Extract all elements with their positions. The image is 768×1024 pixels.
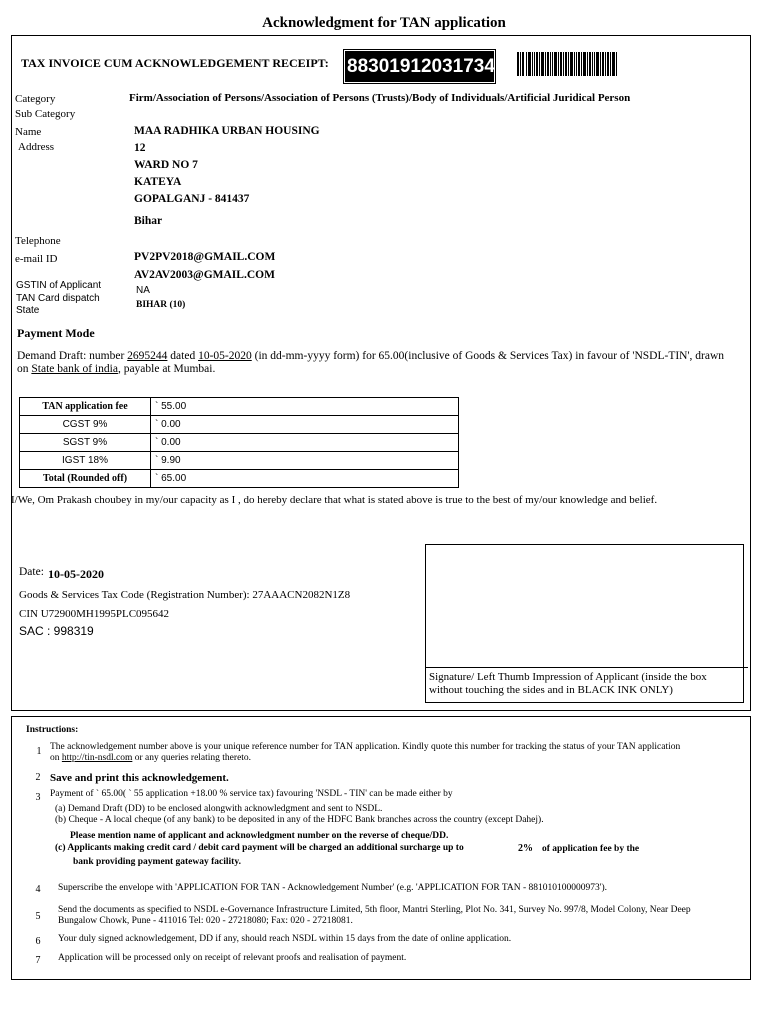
signature-caption-2: without touching the sides and in BLACK INK ONLY) xyxy=(429,684,673,696)
fee-value: ` 0.00 xyxy=(151,434,459,452)
page-title: Acknowledgment for TAN application xyxy=(262,15,506,31)
date-value: 10-05-2020 xyxy=(48,567,104,581)
gstin-label: GSTIN of Applicant xyxy=(16,280,102,291)
fee-label: Total (Rounded off) xyxy=(20,470,151,488)
category-label: Category xyxy=(15,93,56,105)
instruction-number: 2 xyxy=(35,772,41,783)
table-row xyxy=(20,470,459,488)
instruction-5-line-2: Bungalow Chowk, Pune - 411016 Tel: 020 - 27218080; Fax: 020 - 27218081. xyxy=(58,916,353,926)
address-line-3: KATEYA xyxy=(134,176,182,188)
instruction-3c-tail: of application fee by the xyxy=(542,844,640,854)
barcode-image xyxy=(517,52,617,76)
fee-value: ` 0.00 xyxy=(151,416,459,434)
instruction-number: 4 xyxy=(35,884,41,895)
address-line-1: 12 xyxy=(134,142,146,154)
address-line-2: WARD NO 7 xyxy=(134,159,198,171)
instruction-3b: (b) Cheque - A local cheque (of any bank) to be deposited in any of the HDFC Bank branches across the country (except Dahej). xyxy=(55,815,544,825)
dd-suffix: , payable at Mumbai. xyxy=(117,363,216,375)
name-value: MAA RADHIKA URBAN HOUSING xyxy=(134,125,320,137)
cin-number: CIN U72900MH1995PLC095642 xyxy=(19,608,170,620)
address-line-4: GOPALGANJ - 841437 xyxy=(134,193,250,205)
name-label: Name xyxy=(15,126,42,138)
acknowledgement-number: 88301912031734 xyxy=(345,51,494,82)
gstin-value: NA xyxy=(136,285,150,296)
dispatch-label-2: State xyxy=(16,305,40,316)
instruction-2: Save and print this acknowledgement. xyxy=(50,772,229,784)
nsdl-link[interactable]: http://tin-nsdl.com xyxy=(61,753,133,763)
instruction-3-note: Please mention name of applicant and acknowledgment number on the reverse of cheque/DD. xyxy=(70,831,449,841)
subcategory-label: Sub Category xyxy=(15,108,76,120)
dd-prefix: Demand Draft: number xyxy=(17,350,128,362)
sac-code: SAC : 998319 xyxy=(19,624,94,638)
fee-table xyxy=(19,397,459,488)
receipt-heading: TAX INVOICE CUM ACKNOWLEDGEMENT RECEIPT: xyxy=(21,56,329,70)
fee-value: ` 9.90 xyxy=(151,452,459,470)
fee-value: ` 55.00 xyxy=(151,398,459,416)
fee-label: CGST 9% xyxy=(20,416,151,434)
gst-code: Goods & Services Tax Code (Registration Number): 27AAACN2082N1Z8 xyxy=(19,589,351,601)
dd-number: 2695244 xyxy=(127,350,168,362)
dispatch-value: BIHAR (10) xyxy=(136,300,186,310)
dispatch-label-1: TAN Card dispatch xyxy=(16,293,100,304)
instruction-number: 1 xyxy=(36,746,42,757)
declaration-text: I/We, Om Prakash choubey in my/our capacity as I , do hereby declare that what is stated above is true to the best of my/our knowledge and belief. xyxy=(11,494,658,506)
instruction-3: Payment of ` 65.00( ` 55 application +18.00 % service tax) favouring 'NSDL - TIN' can be made either by xyxy=(50,789,453,799)
email-value-1: PV2PV2018@GMAIL.COM xyxy=(134,251,276,263)
email-label: e-mail ID xyxy=(15,253,58,265)
table-row xyxy=(20,416,459,434)
table-row xyxy=(20,434,459,452)
instruction-1-on: on xyxy=(50,753,62,763)
instruction-number: 6 xyxy=(35,936,41,947)
instruction-1-rest: or any queries relating thereto. xyxy=(132,753,252,763)
dd-on: on xyxy=(17,363,32,375)
table-row xyxy=(20,398,459,416)
dd-dated: dated xyxy=(167,350,199,362)
instruction-7: Application will be processed only on receipt of relevant proofs and realisation of payment. xyxy=(58,953,407,963)
signature-caption-1: Signature/ Left Thumb Impression of Applicant (inside the box xyxy=(429,671,707,683)
instruction-3a: (a) Demand Draft (DD) to be enclosed alongwith acknowledgment and sent to NSDL. xyxy=(55,804,383,814)
address-label: Address xyxy=(18,141,55,153)
category-value: Firm/Association of Persons/Association of Persons (Trusts)/Body of Individuals/Artificial Juridical Person xyxy=(129,92,631,104)
date-label: Date: xyxy=(19,566,44,578)
dd-date: 10-05-2020 xyxy=(198,350,252,362)
surcharge-percent: 2% xyxy=(518,843,533,854)
fee-label: TAN application fee xyxy=(20,398,151,416)
fee-label: IGST 18% xyxy=(20,452,151,470)
table-row xyxy=(20,452,459,470)
signature-divider xyxy=(425,667,748,668)
instruction-number: 3 xyxy=(35,792,41,803)
instructions-heading: Instructions: xyxy=(26,725,79,735)
instruction-1-line-1: The acknowledgement number above is your unique reference number for TAN application. Kindly quote this number for tracking the status of your TAN application xyxy=(50,742,681,752)
demand-draft-line-1 xyxy=(17,350,724,362)
instruction-1-line-2 xyxy=(50,753,251,763)
instruction-3c-line-2: bank providing payment gateway facility. xyxy=(73,857,241,867)
email-value-2: AV2AV2003@GMAIL.COM xyxy=(134,269,275,281)
instruction-6: Your duly signed acknowledgement, DD if any, should reach NSDL within 15 days from the date of online application. xyxy=(58,934,512,944)
state-value: Bihar xyxy=(134,215,163,227)
fee-label: SGST 9% xyxy=(20,434,151,452)
demand-draft-line-2 xyxy=(17,363,215,375)
instruction-number: 7 xyxy=(35,955,41,966)
instruction-number: 5 xyxy=(35,911,41,922)
instruction-3c: (c) Applicants making credit card / debit card payment will be charged an additional surcharge up to xyxy=(55,843,464,853)
telephone-label: Telephone xyxy=(15,235,61,247)
payment-mode-heading: Payment Mode xyxy=(17,326,95,340)
dd-mid: (in dd-mm-yyyy form) for 65.00(inclusive of Goods & Services Tax) in favour of 'NSDL-TIN', drawn xyxy=(251,350,725,362)
bank-name: State bank of india xyxy=(31,363,118,375)
fee-value: ` 65.00 xyxy=(151,470,459,488)
instruction-5-line-1: Send the documents as specified to NSDL e-Governance Infrastructure Limited, 5th floor, Mantri Sterling, Plot No. 341, Survey No. 997/8, Model Colony, Near Deep xyxy=(58,905,691,915)
instruction-4: Superscribe the envelope with 'APPLICATION FOR TAN - Acknowledgement Number' (e.g. 'APPLICATION FOR TAN - 881010100000973'). xyxy=(58,883,608,893)
